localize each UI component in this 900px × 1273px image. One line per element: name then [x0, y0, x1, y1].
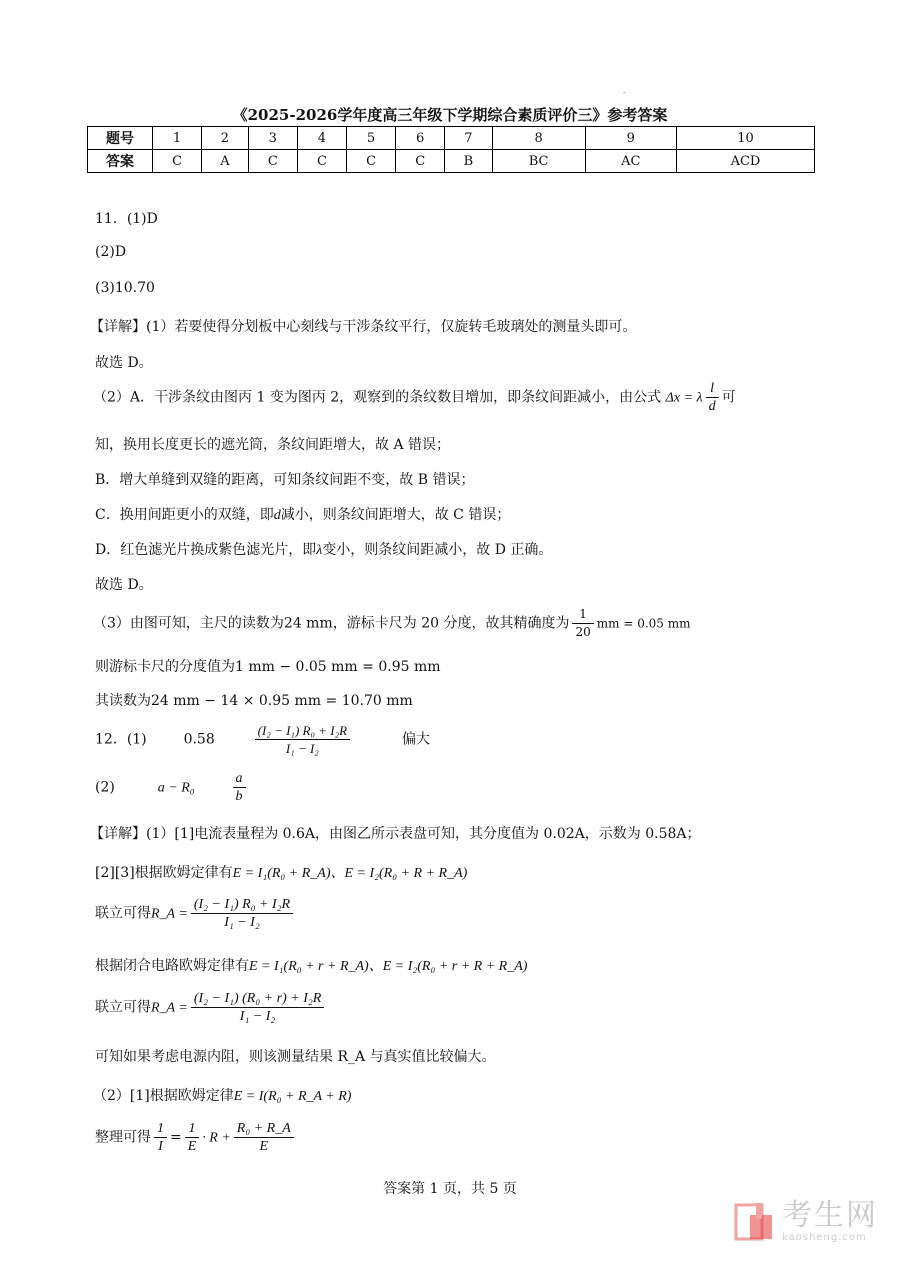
q12-answer-2-label: (2) — [95, 779, 115, 796]
table-cell: 7 — [445, 127, 492, 150]
q12-join-2-lhs: R_A = — [151, 1000, 188, 1016]
table-cell: 5 — [346, 127, 395, 150]
table-cell: 10 — [676, 127, 814, 150]
table-cell: 8 — [492, 127, 585, 150]
table-cell: C — [396, 150, 445, 173]
q11-choose-1: 故选 D。 — [95, 355, 153, 371]
fraction-denominator: b — [235, 789, 243, 804]
q11-part2-tail: 可 — [721, 389, 736, 406]
fraction-numerator: (I₂ − I₁) R₀ + I₂R — [255, 722, 350, 740]
q11-option-d-text: D．红色滤光片换成紫色滤光片，即 — [95, 542, 317, 558]
row-label: 题号 — [88, 127, 153, 150]
q12-join-1-text: 联立可得 — [95, 905, 151, 922]
q12-law-3-expr: E = I(R₀ + R_A + R) — [233, 1089, 352, 1104]
fraction-numerator: R₀ + R_A — [234, 1120, 294, 1138]
precision-value: mm = 0.05 mm — [596, 616, 691, 631]
q12-answer-2-fraction — [233, 770, 246, 805]
q11-answer-3-label: (3) — [95, 280, 115, 296]
q12-join-2-fraction — [191, 990, 325, 1025]
main-scale-reading: 24 mm — [283, 615, 333, 632]
row-label: 答案 — [88, 150, 153, 173]
formula-delta-x: Δx = λ — [665, 390, 703, 406]
fraction-numerator: a — [233, 770, 246, 788]
q11-option-c-text2: 减小，则条纹间距增大，故 C 错误； — [280, 507, 511, 523]
q11-option-d — [95, 539, 552, 559]
q12-answer-1-fraction — [255, 722, 350, 757]
watermark-cn: 考生网 — [782, 1198, 878, 1233]
q12-answer-2 — [95, 770, 249, 805]
page-title: 《2025-2026学年度高三年级下学期综合素质评价三》参考答案 — [232, 106, 668, 124]
table-cell: 9 — [585, 127, 676, 150]
table-cell: BC — [492, 150, 585, 173]
q12-law-2-text: 根据闭合电路欧姆定律有 — [95, 958, 249, 974]
q11-part2-text: （2）A．干涉条纹由图丙 1 变为图丙 2，观察到的条纹数目增加，即条纹间距减小，由公式 — [93, 389, 662, 406]
fraction-numerator: (I₂ − I₁) (R₀ + r) + I₂R — [191, 990, 325, 1008]
q12-answer-1 — [95, 722, 430, 757]
q11-step3-text: 其读数为 — [95, 693, 151, 709]
table-cell: C — [153, 150, 202, 173]
kaosheng-logo-icon — [734, 1201, 776, 1243]
q12-rearrange-mid: · R + — [202, 1130, 231, 1146]
q12-join-1 — [95, 896, 296, 931]
q11-step2-expr: 1 mm − 0.05 mm = 0.95 mm — [235, 659, 441, 675]
q11-option-d-text2: 变小，则条纹间距减小，故 D 正确。 — [322, 542, 553, 558]
watermark-url: kaosheng.com — [782, 1232, 867, 1243]
table-cell: C — [346, 150, 395, 173]
fraction-1-over-20 — [572, 606, 593, 641]
table-cell: C — [248, 150, 297, 173]
q12-law-2-expr: E = I₁(R₀ + r + R_A)、E = I₂(R₀ + r + R + R_A) — [249, 959, 528, 974]
q12-law-3-text: （2）[1]根据欧姆定律 — [93, 1088, 234, 1104]
q11-choose-2: 故选 D。 — [95, 577, 153, 593]
stray-mark: - — [623, 88, 626, 97]
q12-join-2-text: 联立可得 — [95, 999, 151, 1016]
fraction-denominator: I₁ − I₂ — [224, 915, 260, 930]
table-cell: 6 — [396, 127, 445, 150]
q11-answer-1: 11．(1)D — [95, 211, 158, 227]
fraction-numerator: 1 — [185, 1120, 200, 1138]
q12-conclusion: 可知如果考虑电源内阻，则该测量结果 R_A 与真实值比较偏大。 — [95, 1049, 496, 1065]
fraction-r0-ra-over-e — [234, 1120, 294, 1155]
fraction-denominator: d — [708, 399, 716, 414]
q12-answer-2-value: a − R₀ — [157, 780, 195, 796]
q11-step3-expr: 24 mm − 14 × 0.95 mm = 10.70 mm — [151, 693, 413, 709]
q11-part3-text: （3）由图可知，主尺的读数为 — [93, 615, 284, 632]
q12-answer-1-value: 0.58 — [183, 731, 215, 748]
q11-answer-2: (2)D — [95, 244, 127, 260]
q12-answer-1-label: 12．(1) — [95, 731, 147, 748]
q11-step2-text: 则游标卡尺的分度值为 — [95, 659, 235, 675]
q11-part3-step2 — [95, 656, 441, 676]
q11-option-b: B．增大单缝到双缝的距离，可知条纹间距不变，故 B 错误； — [95, 472, 475, 488]
q12-detail-1: 【详解】(1）[1]电流表量程为 0.6A，由图乙所示表盘可知，其分度值为 0.02A，示数为 0.58A； — [90, 826, 701, 842]
q11-answer-3 — [95, 280, 155, 296]
fraction-denominator: I — [158, 1139, 163, 1154]
q12-law-1 — [95, 862, 467, 882]
table-row — [88, 150, 815, 173]
q11-answer-3-value: 10.70 — [114, 280, 155, 296]
q12-rearrange: 整理可得 $\frac{1}{I}$ = $\frac{1}{E}$ · R + $\frac{\text{R₀ + R\_A}}{E}$ — [95, 1120, 297, 1155]
q11-part3-text2: ，游标卡尺为 20 分度，故其精确度为 — [332, 615, 570, 632]
q12-law-1-expr: E = I₁(R₀ + R_A)、E = I₂(R₀ + R + R_A) — [232, 866, 468, 881]
q12-answer-1-bias: 偏大 — [401, 731, 430, 748]
q11-part2-line — [93, 380, 736, 415]
q12-join-1-fraction — [191, 896, 293, 931]
q11-part3-step3 — [95, 690, 413, 710]
fraction-denominator: I₁ − I₂ — [285, 741, 319, 756]
answer-table — [87, 126, 815, 173]
table-cell: 1 — [153, 127, 202, 150]
fraction-denominator: 20 — [575, 625, 591, 639]
page-footer: 答案第 1 页，共 5 页 — [383, 1181, 517, 1197]
fraction-numerator: (I₂ − I₁) R₀ + I₂R — [191, 896, 293, 914]
q11-part2-cont: 知，换用长度更长的遮光筒，条纹间距增大，故 A 错误； — [95, 437, 451, 453]
table-cell: B — [445, 150, 492, 173]
table-cell: 4 — [297, 127, 346, 150]
q12-law-1-text: [2][3]根据欧姆定律有 — [95, 865, 233, 881]
fraction-numerator: 1 — [154, 1120, 167, 1138]
table-cell: AC — [585, 150, 676, 173]
var-lambda: λ — [316, 543, 323, 558]
q11-part3-line — [93, 606, 690, 641]
fraction-denominator: E — [187, 1139, 197, 1154]
watermark-logo — [734, 1200, 878, 1243]
var-d: d — [273, 508, 281, 523]
fraction-denominator: E — [259, 1139, 269, 1154]
table-cell: ACD — [676, 150, 814, 173]
q12-rearrange-text: 整理可得 — [95, 1129, 151, 1146]
table-row — [88, 127, 815, 150]
q12-law-2 — [95, 955, 527, 975]
q11-option-c-text: C．换用间距更小的双缝，即 — [95, 507, 274, 523]
q11-detail-1: 【详解】(1）若要使得分划板中心刻线与干涉条纹平行，仅旋转毛玻璃处的测量头即可。 — [90, 319, 637, 335]
q11-option-c — [95, 504, 510, 524]
fraction-1-over-i — [154, 1120, 167, 1155]
table-cell: 3 — [248, 127, 297, 150]
fraction-denominator: I₁ − I₂ — [239, 1009, 276, 1024]
fraction-numerator: 1 — [572, 606, 593, 624]
table-cell: A — [202, 150, 249, 173]
table-cell: C — [297, 150, 346, 173]
fraction-l-over-d — [706, 380, 719, 415]
fraction-numerator: l — [706, 380, 719, 398]
q12-join-2 — [95, 990, 327, 1025]
table-cell: 2 — [202, 127, 249, 150]
watermark-text — [782, 1200, 878, 1243]
fraction-1-over-e — [185, 1120, 200, 1155]
q12-join-1-lhs: R_A = — [151, 906, 188, 922]
q12-law-3 — [93, 1085, 351, 1105]
